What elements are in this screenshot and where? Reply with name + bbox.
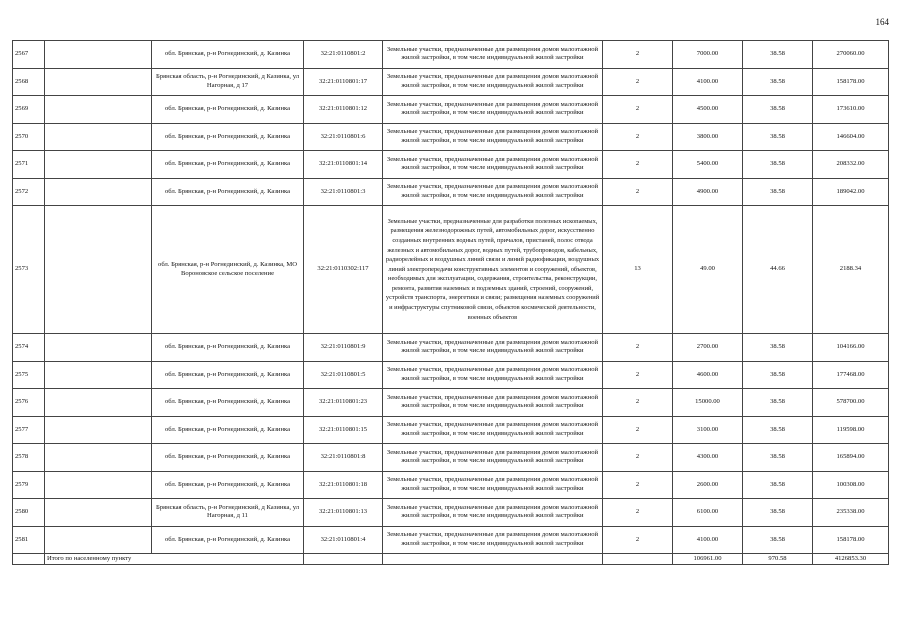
land-use-cell: Земельные участки, предназначенные для размещения домов малоэтажной жилой застройки, в том числе индивидуальной жилой застройки: [383, 499, 603, 527]
cadastral-number-cell: 32:21:0110801:5: [304, 361, 383, 389]
table-row: [13, 499, 889, 527]
table-row: [13, 389, 889, 417]
rate-cell: 38.58: [743, 361, 813, 389]
area-cell: 7000.00: [673, 41, 743, 69]
group-cell: 2: [603, 499, 673, 527]
address-cell: Брянская область, р-н Рогнединский, д Казинка, ул Нагорная, д 11: [152, 499, 304, 527]
empty-cell: [383, 554, 603, 565]
row-number: 2572: [13, 178, 45, 206]
table-row: [13, 471, 889, 499]
group-cell: 2: [603, 41, 673, 69]
address-cell: обл. Брянская, р-н Рогнединский, д. Казинка, МО Вороновское сельское поселение: [152, 206, 304, 334]
table-row: [13, 96, 889, 124]
empty-cell: [45, 334, 152, 362]
cadastral-value-cell: 165894.00: [813, 444, 889, 472]
cadastral-value-cell: 270060.00: [813, 41, 889, 69]
address-cell: обл. Брянская, р-н Рогнединский, д. Казинка: [152, 471, 304, 499]
cadastral-value-cell: 2188.34: [813, 206, 889, 334]
cadastral-number-cell: 32:21:0110801:2: [304, 41, 383, 69]
address-cell: обл. Брянская, р-н Рогнединский, д. Казинка: [152, 389, 304, 417]
group-cell: 2: [603, 389, 673, 417]
rate-cell: 38.58: [743, 178, 813, 206]
rate-cell: 38.58: [743, 96, 813, 124]
land-use-cell: Земельные участки, предназначенные для разработки полезных ископаемых, размещения железнодорожных путей, автомобильных дорог, искусственно созданных внутренних водных путей, причалов, пристаней, полос отвода железных и автомобильных дорог, водных путей, трубопроводов, кабельных, радиорелейных и воздушных линий связи и линий радиофикации, воздушных линий электропередачи конструктивных элементов и сооружений, объектов, необходимых для эксплуатации, содержания, строительства, реконструкции, ремонта, развития наземных и подземных зданий, строений, сооружений, устройств транспорта, энергетики и связи; размещения наземных сооружений и инфраструктуры спутниковой связи, объектов космической деятельности, военных объектов: [383, 206, 603, 334]
land-use-cell: Земельные участки, предназначенные для размещения домов малоэтажной жилой застройки, в том числе индивидуальной жилой застройки: [383, 123, 603, 151]
land-use-cell: Земельные участки, предназначенные для размещения домов малоэтажной жилой застройки, в том числе индивидуальной жилой застройки: [383, 389, 603, 417]
address-cell: обл. Брянская, р-н Рогнединский, д. Казинка: [152, 334, 304, 362]
cadastral-value-table: [12, 40, 889, 565]
empty-cell: [45, 526, 152, 554]
empty-cell: [304, 554, 383, 565]
land-use-cell: Земельные участки, предназначенные для размещения домов малоэтажной жилой застройки, в том числе индивидуальной жилой застройки: [383, 41, 603, 69]
empty-cell: [45, 151, 152, 179]
address-cell: обл. Брянская, р-н Рогнединский, д. Казинка: [152, 526, 304, 554]
total-label: Итого по населенному пункту: [45, 554, 304, 565]
area-cell: 4600.00: [673, 361, 743, 389]
row-number: 2575: [13, 361, 45, 389]
table-row: [13, 526, 889, 554]
address-cell: обл. Брянская, р-н Рогнединский, д. Казинка: [152, 123, 304, 151]
cadastral-number-cell: 32:21:0110801:17: [304, 68, 383, 96]
cadastral-value-cell: 158178.00: [813, 68, 889, 96]
land-use-cell: Земельные участки, предназначенные для размещения домов малоэтажной жилой застройки, в том числе индивидуальной жилой застройки: [383, 178, 603, 206]
group-cell: 2: [603, 416, 673, 444]
address-cell: обл. Брянская, р-н Рогнединский, д. Казинка: [152, 41, 304, 69]
cadastral-number-cell: 32:21:0110302:117: [304, 206, 383, 334]
table-row: [13, 361, 889, 389]
empty-cell: [45, 499, 152, 527]
group-cell: 2: [603, 334, 673, 362]
cadastral-number-cell: 32:21:0110801:8: [304, 444, 383, 472]
empty-cell: [45, 444, 152, 472]
cadastral-value-cell: 119598.00: [813, 416, 889, 444]
cadastral-value-cell: 578700.00: [813, 389, 889, 417]
cadastral-number-cell: 32:21:0110801:6: [304, 123, 383, 151]
area-cell: 6100.00: [673, 499, 743, 527]
row-number: 2569: [13, 96, 45, 124]
row-number: 2577: [13, 416, 45, 444]
cadastral-number-cell: 32:21:0110801:13: [304, 499, 383, 527]
land-use-cell: Земельные участки, предназначенные для размещения домов малоэтажной жилой застройки, в том числе индивидуальной жилой застройки: [383, 471, 603, 499]
rate-cell: 38.58: [743, 444, 813, 472]
address-cell: обл. Брянская, р-н Рогнединский, д. Казинка: [152, 178, 304, 206]
cadastral-number-cell: 32:21:0110801:23: [304, 389, 383, 417]
address-cell: обл. Брянская, р-н Рогнединский, д. Казинка: [152, 416, 304, 444]
rate-cell: 38.58: [743, 526, 813, 554]
empty-cell: [45, 206, 152, 334]
area-cell: 5400.00: [673, 151, 743, 179]
cadastral-number-cell: 32:21:0110801:14: [304, 151, 383, 179]
rate-cell: 38.58: [743, 151, 813, 179]
cadastral-number-cell: 32:21:0110801:9: [304, 334, 383, 362]
cadastral-number-cell: 32:21:0110801:12: [304, 96, 383, 124]
group-cell: 2: [603, 526, 673, 554]
group-cell: 2: [603, 151, 673, 179]
area-cell: 3100.00: [673, 416, 743, 444]
table-row: [13, 444, 889, 472]
rate-cell: 38.58: [743, 334, 813, 362]
rate-cell: 38.58: [743, 68, 813, 96]
rate-cell: 44.66: [743, 206, 813, 334]
row-number: 2580: [13, 499, 45, 527]
row-number: 2581: [13, 526, 45, 554]
area-cell: 49.00: [673, 206, 743, 334]
area-cell: 4300.00: [673, 444, 743, 472]
total-row: [13, 554, 889, 565]
land-use-cell: Земельные участки, предназначенные для размещения домов малоэтажной жилой застройки, в том числе индивидуальной жилой застройки: [383, 416, 603, 444]
group-cell: 2: [603, 123, 673, 151]
row-number: 2567: [13, 41, 45, 69]
group-cell: 2: [603, 178, 673, 206]
land-use-cell: Земельные участки, предназначенные для размещения домов малоэтажной жилой застройки, в том числе индивидуальной жилой застройки: [383, 68, 603, 96]
row-number: 2578: [13, 444, 45, 472]
group-cell: 2: [603, 471, 673, 499]
land-use-cell: Земельные участки, предназначенные для размещения домов малоэтажной жилой застройки, в том числе индивидуальной жилой застройки: [383, 151, 603, 179]
empty-cell: [45, 416, 152, 444]
cadastral-value-cell: 173610.00: [813, 96, 889, 124]
table-row: [13, 178, 889, 206]
address-cell: Брянская область, р-н Рогнединский, д Казинка, ул Нагорная, д 17: [152, 68, 304, 96]
empty-cell: [45, 361, 152, 389]
area-cell: 4100.00: [673, 68, 743, 96]
area-cell: 3800.00: [673, 123, 743, 151]
table-body: [13, 41, 889, 565]
row-number: 2574: [13, 334, 45, 362]
empty-cell: [45, 178, 152, 206]
cadastral-number-cell: 32:21:0110801:15: [304, 416, 383, 444]
cadastral-number-cell: 32:21:0110801:4: [304, 526, 383, 554]
table-row: [13, 206, 889, 334]
row-number: 2576: [13, 389, 45, 417]
address-cell: обл. Брянская, р-н Рогнединский, д. Казинка: [152, 151, 304, 179]
area-cell: 15000.00: [673, 389, 743, 417]
area-cell: 4500.00: [673, 96, 743, 124]
cadastral-value-cell: 235338.00: [813, 499, 889, 527]
cadastral-number-cell: 32:21:0110801:3: [304, 178, 383, 206]
group-cell: 2: [603, 361, 673, 389]
land-use-cell: Земельные участки, предназначенные для размещения домов малоэтажной жилой застройки, в том числе индивидуальной жилой застройки: [383, 334, 603, 362]
row-number: 2573: [13, 206, 45, 334]
area-cell: 2700.00: [673, 334, 743, 362]
empty-cell: [45, 389, 152, 417]
cadastral-value-cell: 100308.00: [813, 471, 889, 499]
empty-cell: [45, 41, 152, 69]
empty-cell: [45, 96, 152, 124]
empty-cell: [45, 123, 152, 151]
land-use-cell: Земельные участки, предназначенные для размещения домов малоэтажной жилой застройки, в том числе индивидуальной жилой застройки: [383, 361, 603, 389]
address-cell: обл. Брянская, р-н Рогнединский, д. Казинка: [152, 96, 304, 124]
row-number: 2571: [13, 151, 45, 179]
empty-cell: [603, 554, 673, 565]
total-area: 106961.00: [673, 554, 743, 565]
group-cell: 2: [603, 444, 673, 472]
group-cell: 2: [603, 68, 673, 96]
address-cell: обл. Брянская, р-н Рогнединский, д. Казинка: [152, 444, 304, 472]
cadastral-value-cell: 158178.00: [813, 526, 889, 554]
table-row: [13, 151, 889, 179]
group-cell: 13: [603, 206, 673, 334]
area-cell: 2600.00: [673, 471, 743, 499]
total-rate: 970.58: [743, 554, 813, 565]
row-number: 2570: [13, 123, 45, 151]
table-row: [13, 123, 889, 151]
area-cell: 4100.00: [673, 526, 743, 554]
address-cell: обл. Брянская, р-н Рогнединский, д. Казинка: [152, 361, 304, 389]
table-row: [13, 334, 889, 362]
table-row: [13, 68, 889, 96]
empty-cell: [45, 68, 152, 96]
cadastral-value-cell: 146604.00: [813, 123, 889, 151]
rate-cell: 38.58: [743, 389, 813, 417]
group-cell: 2: [603, 96, 673, 124]
rate-cell: 38.58: [743, 471, 813, 499]
cadastral-value-cell: 189042.00: [813, 178, 889, 206]
row-number: 2579: [13, 471, 45, 499]
land-use-cell: Земельные участки, предназначенные для размещения домов малоэтажной жилой застройки, в том числе индивидуальной жилой застройки: [383, 444, 603, 472]
cadastral-number-cell: 32:21:0110801:18: [304, 471, 383, 499]
cadastral-value-cell: 104166.00: [813, 334, 889, 362]
cadastral-value-cell: 177468.00: [813, 361, 889, 389]
land-use-cell: Земельные участки, предназначенные для размещения домов малоэтажной жилой застройки, в том числе индивидуальной жилой застройки: [383, 526, 603, 554]
table-row: [13, 41, 889, 69]
empty-cell: [13, 554, 45, 565]
area-cell: 4900.00: [673, 178, 743, 206]
rate-cell: 38.58: [743, 123, 813, 151]
rate-cell: 38.58: [743, 499, 813, 527]
page-number: 164: [875, 17, 889, 27]
land-use-cell: Земельные участки, предназначенные для размещения домов малоэтажной жилой застройки, в том числе индивидуальной жилой застройки: [383, 96, 603, 124]
empty-cell: [45, 471, 152, 499]
row-number: 2568: [13, 68, 45, 96]
rate-cell: 38.58: [743, 41, 813, 69]
rate-cell: 38.58: [743, 416, 813, 444]
cadastral-value-cell: 208332.00: [813, 151, 889, 179]
table-row: [13, 416, 889, 444]
total-value: 4126853.30: [813, 554, 889, 565]
